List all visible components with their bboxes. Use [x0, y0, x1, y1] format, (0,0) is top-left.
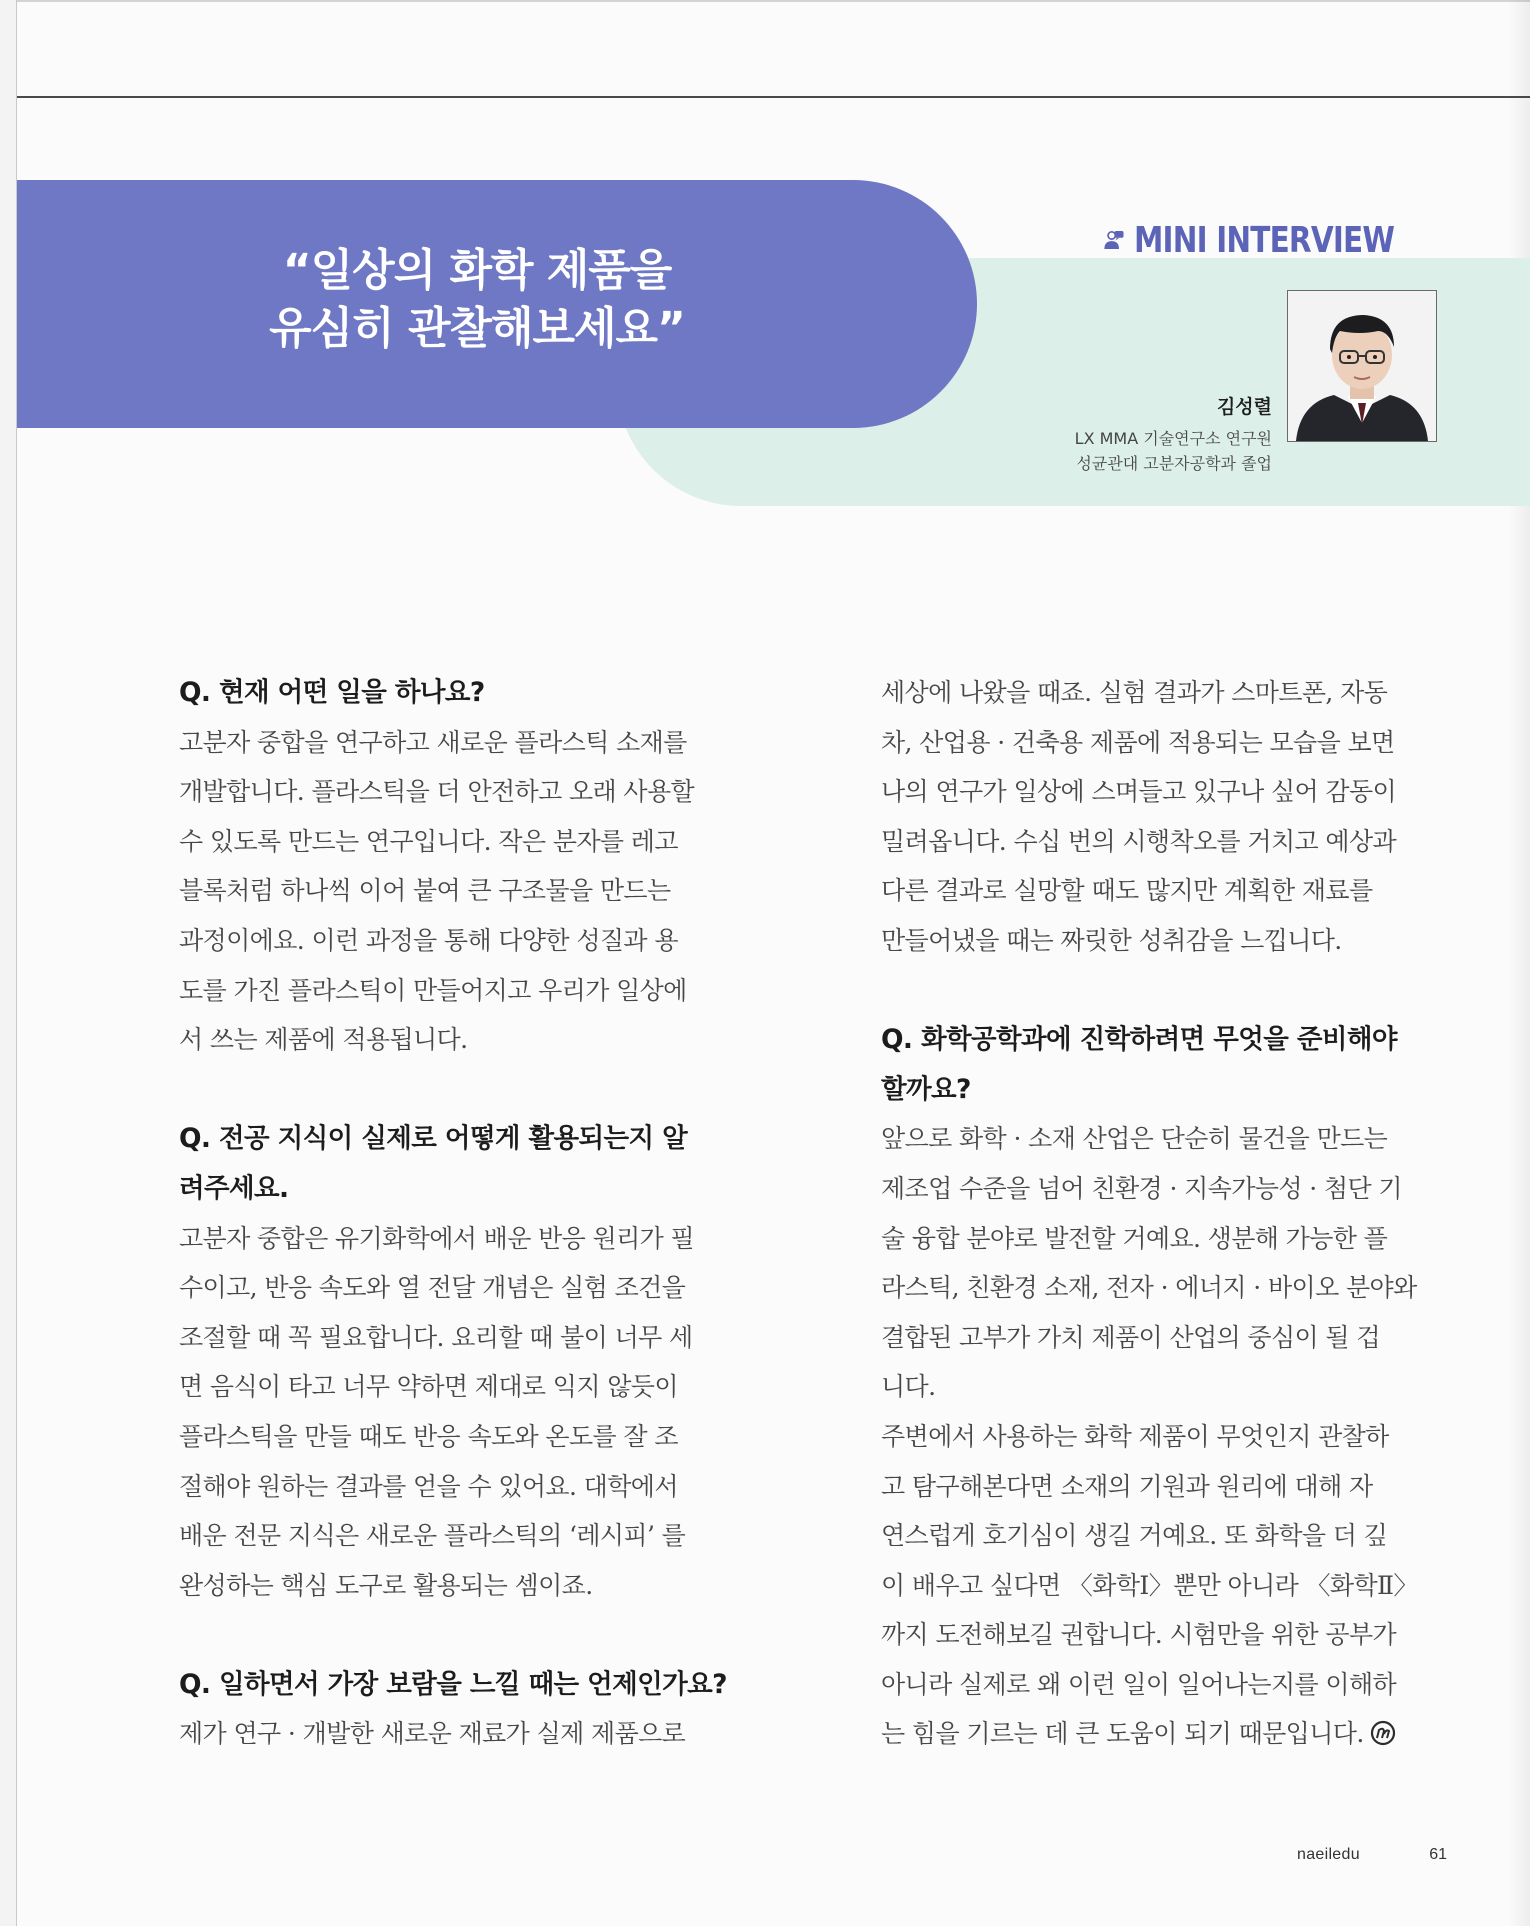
question-line: Q. 일하면서 가장 보람을 느낄 때는 언제인가요? [179, 1668, 727, 1700]
answer-line: 나의 연구가 일상에 스며들고 있구나 싶어 감동이 [881, 777, 1397, 807]
headline-line-2: 유심히 관찰해보세요” [269, 303, 685, 354]
left-column [179, 668, 745, 1759]
answer-line: 배운 전문 지식은 새로운 플라스틱의 ‘레시피’ 를 [179, 1521, 686, 1551]
magazine-name: naeiledu [1297, 1846, 1360, 1863]
answer-line: 이 배우고 싶다면 〈화학Ⅰ〉뿐만 아니라 〈화학Ⅱ〉 [881, 1570, 1418, 1600]
right-column [881, 668, 1447, 1759]
answer-line: 완성하는 핵심 도구로 활용되는 셈이죠. [179, 1570, 593, 1600]
answer-line: 고 탐구해본다면 소재의 기원과 원리에 대해 자 [881, 1471, 1373, 1501]
question-line: 할까요? [881, 1073, 971, 1105]
question-line: 려주세요. [179, 1172, 289, 1204]
page-number: 61 [1429, 1846, 1447, 1863]
answer-line: 도를 가진 플라스틱이 만들어지고 우리가 일상에 [179, 975, 687, 1005]
answer-line: 개발합니다. 플라스틱을 더 안전하고 오래 사용할 [179, 777, 695, 807]
answer-line: 밀려옵니다. 수십 번의 시행착오를 거치고 예상과 [881, 826, 1397, 856]
answer-line: 절해야 원하는 결과를 얻을 수 있어요. 대학에서 [179, 1471, 678, 1501]
top-divider [17, 96, 1530, 98]
interviewee-photo [1287, 290, 1437, 442]
answer-line: 다른 결과로 실망할 때도 많지만 계획한 재료를 [881, 876, 1373, 906]
answer-line: 서 쓰는 제품에 적용됩니다. [179, 1025, 468, 1055]
article-end-mark-icon [1370, 1720, 1396, 1746]
magazine-page [16, 0, 1530, 1926]
answer-line: 고분자 중합은 유기화학에서 배운 반응 원리가 필 [179, 1223, 695, 1253]
answer-line: 는 힘을 기르는 데 큰 도움이 되기 때문입니다. [881, 1719, 1364, 1749]
page-top-edge [17, 0, 1530, 2]
answer-line: 조절할 때 꼭 필요합니다. 요리할 때 불이 너무 세 [179, 1322, 693, 1352]
answer-line: 플라스틱을 만들 때도 반응 속도와 온도를 잘 조 [179, 1421, 678, 1451]
answer-line: 차, 산업용 · 건축용 제품에 적용되는 모습을 보면 [881, 727, 1395, 757]
answer-2 [179, 1214, 745, 1611]
question-line: Q. 전공 지식이 실제로 어떻게 활용되는지 알 [179, 1123, 688, 1155]
answer-last-line [881, 1709, 1447, 1759]
answer-line: 과정이에요. 이런 과정을 통해 다양한 성질과 용 [179, 925, 678, 955]
answer-line: 고분자 중합을 연구하고 새로운 플라스틱 소재를 [179, 727, 687, 757]
answer-4 [881, 1114, 1447, 1759]
answer-line: 만들어냈을 때는 짜릿한 성취감을 느낍니다. [881, 925, 1342, 955]
answer-line: 면 음식이 타고 너무 약하면 제대로 익지 않듯이 [179, 1372, 678, 1402]
question-4 [881, 1015, 1447, 1114]
page-footer [1297, 1846, 1447, 1864]
answer-line: 제가 연구 · 개발한 새로운 재료가 실제 제품으로 [179, 1719, 686, 1749]
mini-interview-label: MINI INTERVIEW [1133, 219, 1394, 261]
answer-line: 블록처럼 하나씩 이어 붙여 큰 구조물을 만드는 [179, 876, 671, 906]
answer-line: 니다. [881, 1372, 936, 1402]
question-3 [179, 1660, 745, 1710]
answer-line: 수이고, 반응 속도와 열 전달 개념은 실험 조건을 [179, 1273, 686, 1303]
answer-line: 수 있도록 만드는 연구입니다. 작은 분자를 레고 [179, 826, 678, 856]
answer-line: 까지 도전해보길 권합니다. 시험만을 위한 공부가 [881, 1620, 1397, 1650]
headline-line-1: “일상의 화학 제품을 [282, 245, 672, 296]
answer-3 [179, 1709, 745, 1759]
interviewee-profile [1017, 392, 1272, 476]
answer-line: 연스럽게 호기심이 생길 거예요. 또 화학을 더 깊 [881, 1521, 1388, 1551]
answer-line: 세상에 나왔을 때죠. 실험 결과가 스마트폰, 자동 [881, 678, 1388, 707]
question-1 [179, 668, 745, 718]
question-line: Q. 화학공학과에 진학하려면 무엇을 준비해야 [881, 1024, 1397, 1056]
interviewee-affiliation: LX MMA 기술연구소 연구원 [1074, 429, 1272, 448]
answer-1 [179, 718, 745, 1065]
answer-line: 술 융합 분야로 발전할 거예요. 생분해 가능한 플 [881, 1223, 1388, 1253]
answer-line: 아니라 실제로 왜 이런 일이 일어나는지를 이해하 [881, 1669, 1397, 1699]
interviewee-name: 김성렬 [1216, 396, 1272, 418]
interviewee-education: 성균관대 고분자공학과 졸업 [1076, 454, 1272, 473]
interview-person-icon [1101, 218, 1126, 262]
answer-line: 앞으로 화학 · 소재 산업은 단순히 물건을 만드는 [881, 1124, 1388, 1154]
answer-line: 라스틱, 친환경 소재, 전자 · 에너지 · 바이오 분야와 [881, 1273, 1417, 1303]
answer-3-continued [881, 668, 1447, 966]
answer-line: 결합된 고부가 가치 제품이 산업의 중심이 될 겁 [881, 1322, 1380, 1352]
answer-line: 주변에서 사용하는 화학 제품이 무엇인지 관찰하 [881, 1421, 1389, 1451]
question-line: Q. 현재 어떤 일을 하나요? [179, 677, 485, 708]
section-label [1101, 216, 1451, 264]
question-2 [179, 1114, 745, 1213]
interview-headline [197, 242, 757, 358]
answer-line: 제조업 수준을 넘어 친환경 · 지속가능성 · 첨단 기 [881, 1173, 1402, 1203]
